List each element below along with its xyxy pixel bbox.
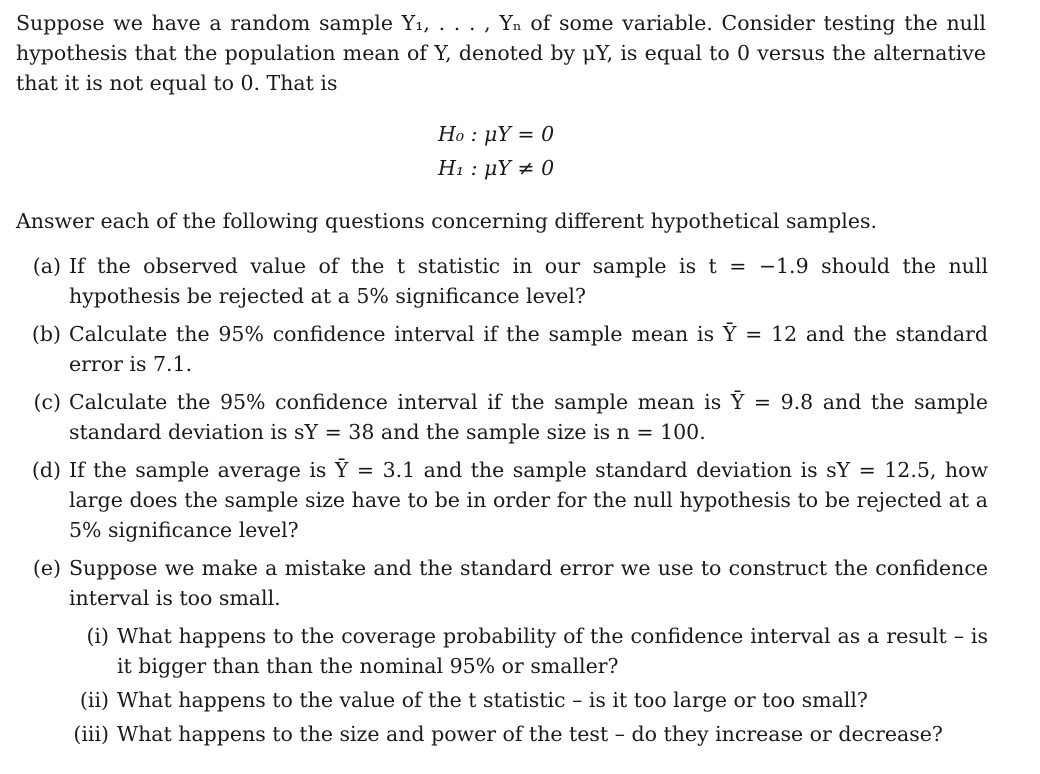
subquestion-item (16, 621, 988, 681)
instructions-text: Answer each of the following questions concerning different hypothetical samples. (16, 209, 878, 233)
subquestion-label: (ii) (79, 688, 109, 712)
question-label: (c) (33, 390, 61, 414)
question-text: If the sample average is Ȳ = 3.1 and the sample standard deviation is sY = 12.5, how large does the sample size have to be in order for the null hypothesis to be rejected at a 5% significance level? (69, 458, 988, 542)
null-hypothesis: H₀ : μY = 0 (438, 122, 555, 146)
question-label: (a) (32, 254, 61, 278)
question-text: Calculate the 95% confidence interval if the sample mean is Ȳ = 9.8 and the sample standard deviation is sY = 38 and the sample size is n = 100. (69, 390, 988, 444)
question-text: Suppose we make a mistake and the standard error we use to construct the confidence interval is too small. (69, 556, 988, 610)
subquestion-item (16, 719, 988, 749)
question-item (16, 251, 988, 311)
question-item (16, 319, 988, 379)
question-text: If the observed value of the t statistic in our sample is t = −1.9 should the null hypothesis be rejected at a 5% significance level? (69, 254, 988, 308)
subquestion-text: What happens to the size and power of the test – do they increase or decrease? (117, 722, 943, 746)
question-item (16, 455, 988, 545)
question-label: (d) (31, 458, 61, 482)
question-item (16, 553, 988, 613)
subquestion-label: (iii) (73, 722, 109, 746)
intro-paragraph: Suppose we have a random sample Y₁, . . . , Yₙ of some variable. Consider testing the null hypothesis that the population mean of Y, denoted by μY, is equal to 0 versus the alternative that it is not equal to 0. That is (16, 11, 986, 95)
subquestion-list (16, 621, 988, 749)
question-label: (b) (31, 322, 61, 346)
question-label: (e) (32, 556, 61, 580)
subquestion-item (16, 685, 988, 715)
hypotheses-block (438, 117, 988, 185)
alternative-hypothesis: H₁ : μY ≠ 0 (438, 156, 555, 180)
question-item (16, 387, 988, 447)
subquestion-text: What happens to the coverage probability of the confidence interval as a result – is it bigger than than the nominal 95% or smaller? (117, 624, 988, 678)
question-list (16, 251, 988, 749)
subquestion-label: (i) (86, 624, 109, 648)
question-text: Calculate the 95% confidence interval if the sample mean is Ȳ = 12 and the standard error is 7.1. (69, 322, 988, 376)
subquestion-text: What happens to the value of the t statistic – is it too large or too small? (117, 688, 868, 712)
